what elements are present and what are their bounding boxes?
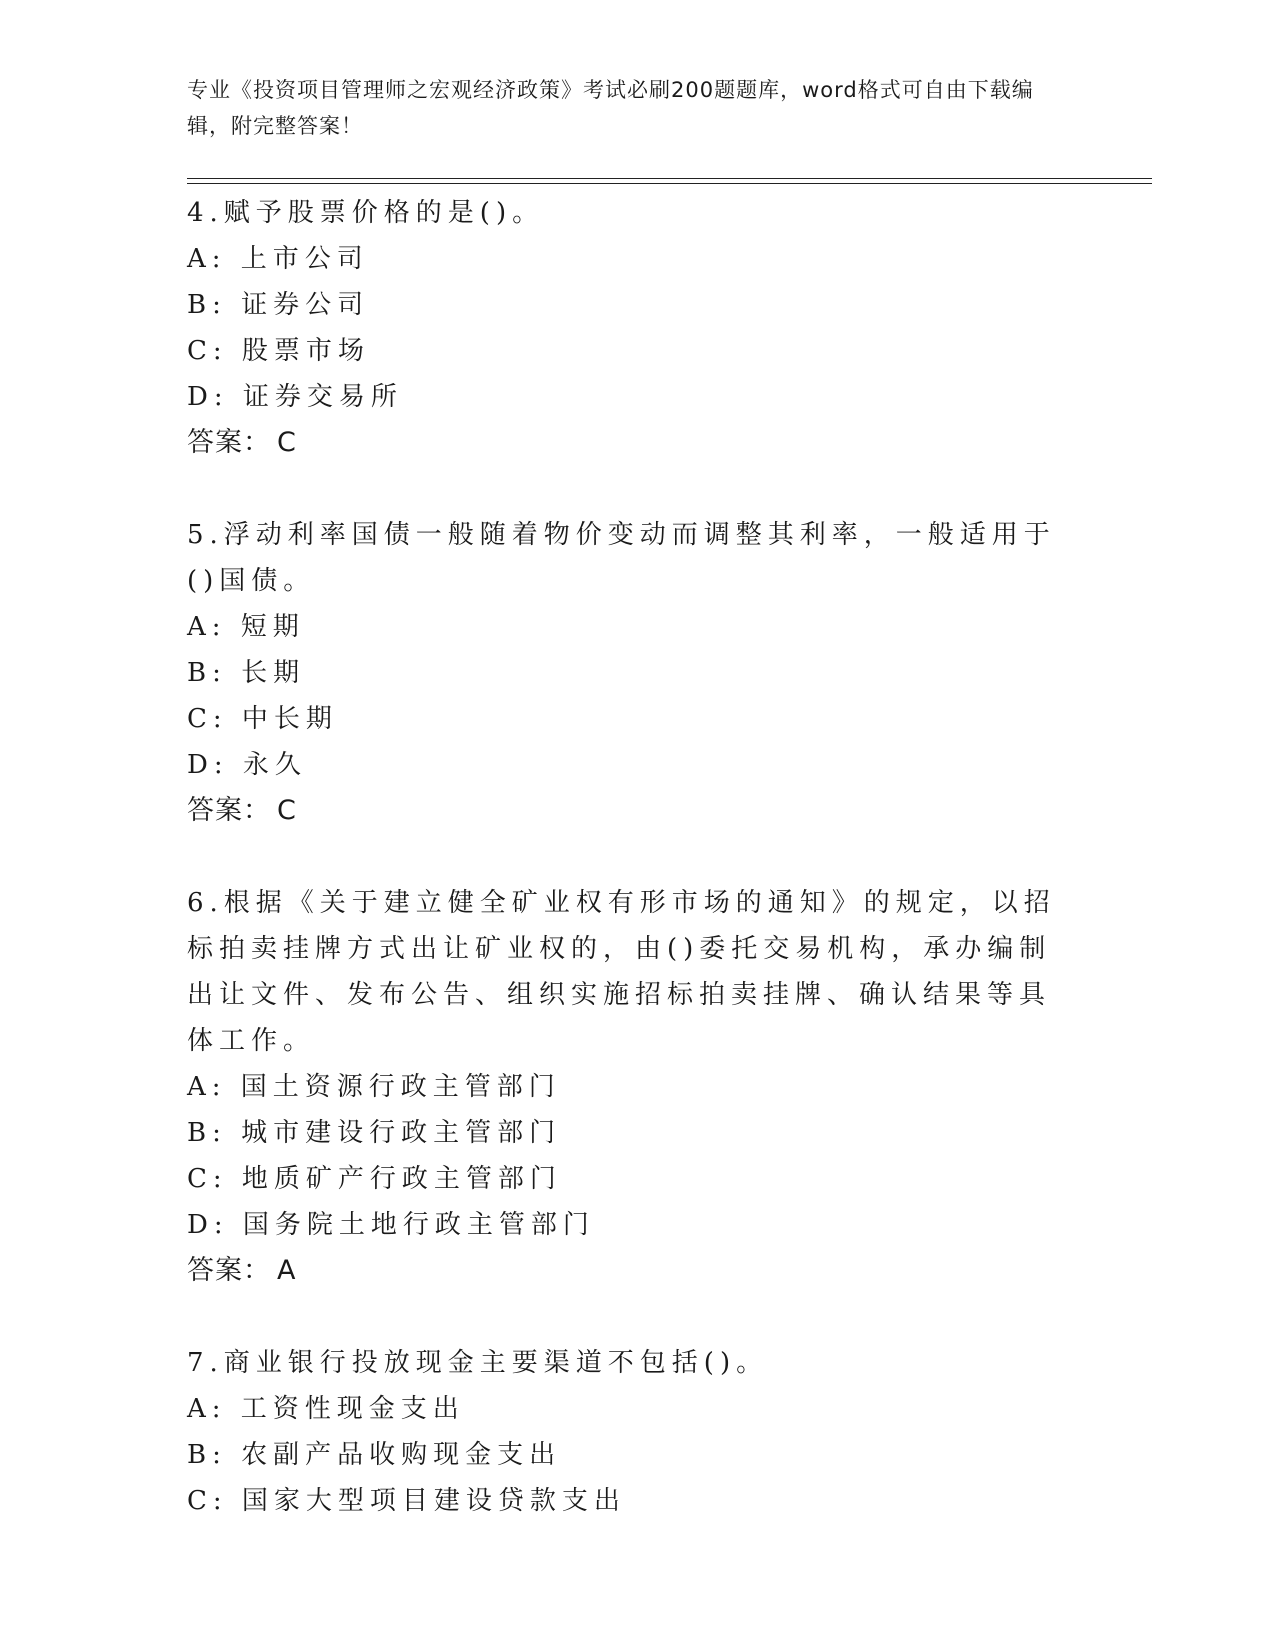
option-c: C: 股票市场 [187, 336, 370, 366]
option-b: B: 农副产品收购现金支出 [187, 1440, 562, 1470]
question-6 [187, 880, 1067, 1294]
answer-line [187, 420, 1067, 466]
option-d: D: 国务院土地行政主管部门 [187, 1210, 595, 1240]
answer-line [187, 1248, 1067, 1294]
answer-value: A [277, 1255, 297, 1286]
question-4 [187, 190, 1067, 466]
option-b: B: 城市建设行政主管部门 [187, 1118, 562, 1148]
option-a: A: 工资性现金支出 [187, 1394, 465, 1424]
answer-label: 答案： [187, 795, 271, 826]
option-c: C: 中长期 [187, 704, 338, 734]
option-c: C: 国家大型项目建设贷款支出 [187, 1486, 626, 1516]
answer-label: 答案： [187, 427, 271, 458]
option-c: C: 地质矿产行政主管部门 [187, 1164, 562, 1194]
document-header: 专业《投资项目管理师之宏观经济政策》考试必刷200题题库，word格式可自由下载编辑，附完整答案！ [187, 78, 1034, 138]
question-text: 7.商业银行投放现金主要渠道不包括()。 [187, 1348, 769, 1378]
question-text: 5.浮动利率国债一般随着物价变动而调整其利率，一般适用于()国债。 [187, 520, 1056, 596]
question-5 [187, 512, 1067, 834]
answer-line [187, 788, 1067, 834]
answer-value: C [277, 795, 297, 826]
option-b: B: 长期 [187, 658, 306, 688]
option-b: B: 证券公司 [187, 290, 370, 320]
answer-value: C [277, 427, 297, 458]
option-a: A: 上市公司 [187, 244, 369, 274]
option-d: D: 永久 [187, 750, 307, 780]
question-text: 6.根据《关于建立健全矿业权有形市场的通知》的规定，以招标拍卖挂牌方式出让矿业权的，由()委托交易机构，承办编制出让文件、发布公告、组织实施招标拍卖挂牌、确认结果等具体工作。 [187, 888, 1056, 1056]
header-divider-bottom [187, 183, 1152, 184]
question-list [187, 190, 1067, 1570]
option-a: A: 国土资源行政主管部门 [187, 1072, 561, 1102]
question-7 [187, 1340, 1067, 1524]
header-divider-top [187, 178, 1152, 179]
option-a: A: 短期 [187, 612, 305, 642]
answer-label: 答案： [187, 1255, 271, 1286]
question-text: 4.赋予股票价格的是()。 [187, 198, 545, 228]
option-d: D: 证券交易所 [187, 382, 403, 412]
